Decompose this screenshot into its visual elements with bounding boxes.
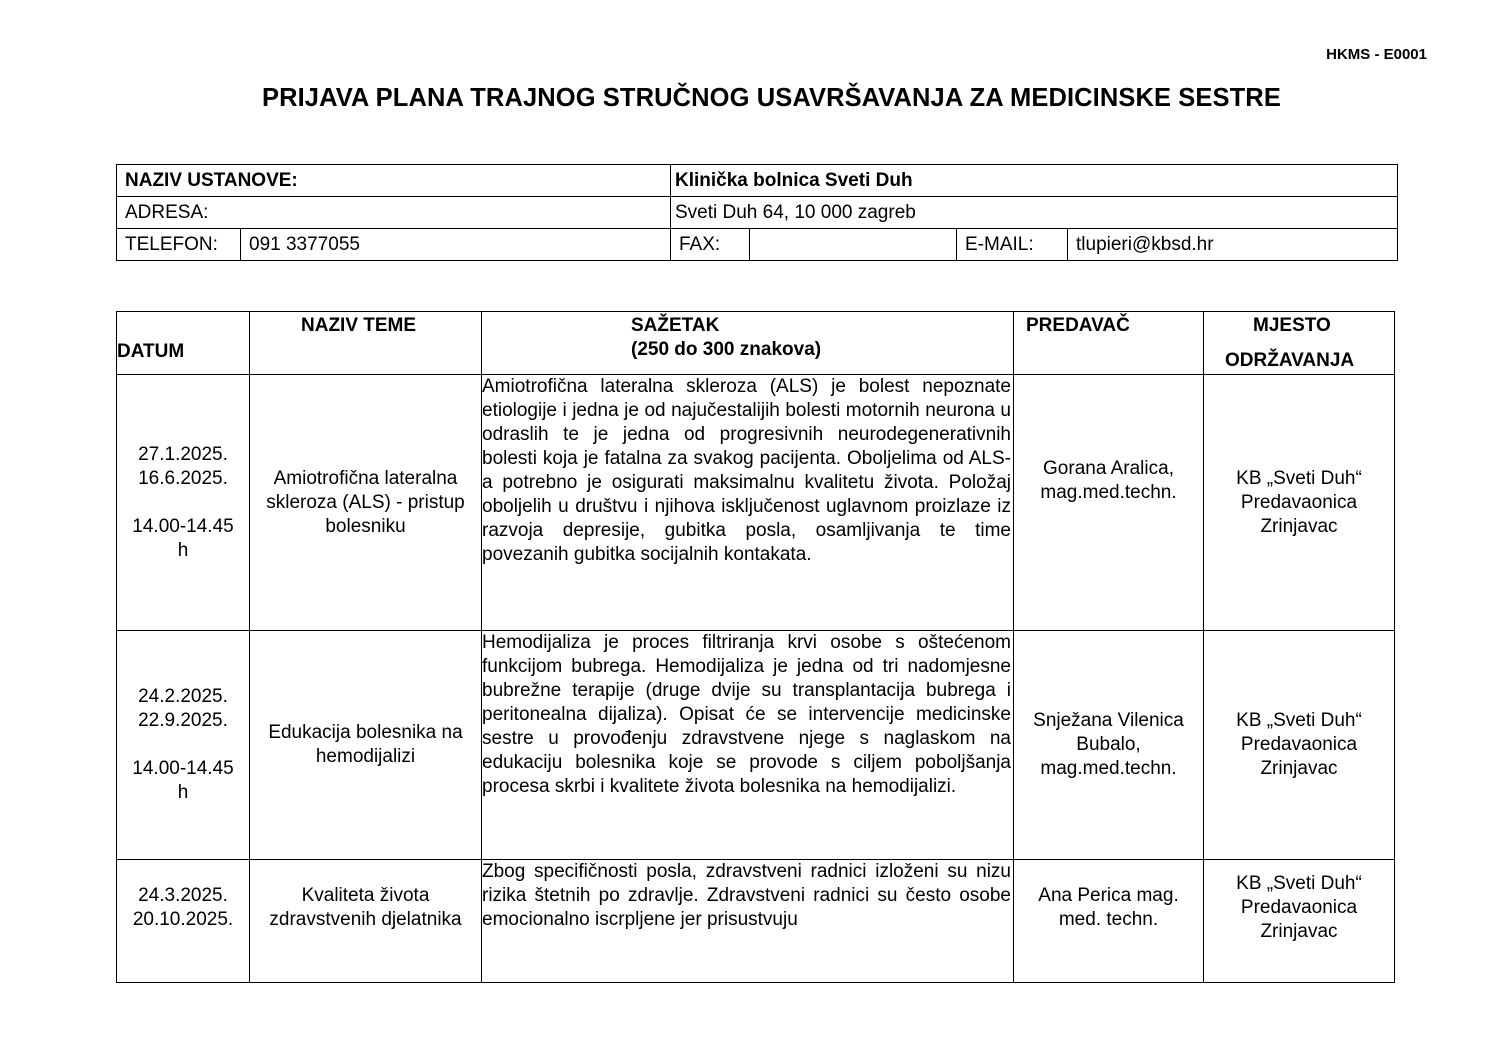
header-mjesto-sublabel: ODRŽAVANJA	[1225, 350, 1355, 371]
topic-cell: Edukacija bolesnika na hemodijalizi	[250, 631, 482, 860]
location-line-3: Zrinjavac	[1260, 758, 1338, 779]
institution-info-table	[116, 164, 1398, 261]
contact-row	[117, 229, 1398, 261]
date-cell	[117, 375, 250, 631]
header-predavac	[1014, 312, 1204, 375]
header-mjesto	[1204, 312, 1395, 375]
topic-cell: Amiotrofična lateralna skleroza (ALS) - pristup bolesniku	[250, 375, 482, 631]
lecturer-line-3: mag.med.techn.	[1040, 758, 1177, 779]
header-naziv-teme-label: NAZIV TEME	[301, 315, 417, 336]
address-value: Sveti Duh 64, 10 000 zagreb	[671, 197, 1398, 229]
date-2: 22.9.2025.	[138, 710, 228, 731]
time-unit: h	[177, 539, 189, 561]
lecturer-line-2: Bubalo,	[1076, 734, 1141, 755]
location-line-2: Predavaonica	[1240, 491, 1358, 513]
date-cell	[117, 860, 250, 983]
time-range: 14.00-14.45	[132, 758, 234, 779]
location-cell	[1204, 375, 1395, 631]
summary-cell	[482, 860, 1014, 983]
date-1: 24.2.2025.	[138, 686, 228, 707]
location-line-2: Predavaonica	[1240, 734, 1358, 755]
header-naziv-teme	[250, 312, 482, 375]
fax-label: FAX:	[671, 229, 750, 261]
summary-text: Zbog specifičnosti posla, zdravstveni radnici izloženi su nizu rizika štetnih po zdravlje. Zdravstveni radnici su često osobe emocionalno iscrpljene jer prisustvuju	[482, 861, 1011, 930]
date-2: 16.6.2025.	[138, 467, 228, 489]
date-1: 27.1.2025.	[138, 443, 228, 465]
lecturer-cell	[1014, 375, 1204, 631]
table-row	[117, 860, 1395, 983]
address-label: ADRESA:	[117, 197, 671, 229]
phone-value: 091 3377055	[241, 229, 671, 261]
address-row	[117, 197, 1398, 229]
time-range: 14.00-14.45	[132, 515, 234, 537]
lecturer-cell	[1014, 860, 1204, 983]
location-line-2: Predavaonica	[1240, 897, 1358, 918]
header-sazetak-label: SAŽETAK	[631, 315, 720, 336]
lecturer-line-1: Gorana Aralica,	[1043, 457, 1174, 479]
institution-name-row	[117, 165, 1398, 197]
location-cell	[1204, 860, 1395, 983]
lecturer-cell	[1014, 631, 1204, 860]
document-code: HKMS - E0001	[1326, 46, 1427, 63]
lecturer-line-2: mag.med.techn.	[1040, 481, 1177, 503]
location-line-1: KB „Sveti Duh“	[1236, 467, 1362, 489]
table-row	[117, 631, 1395, 860]
institution-name-value: Klinička bolnica Sveti Duh	[671, 165, 1398, 197]
table-row	[117, 375, 1395, 631]
location-line-1: KB „Sveti Duh“	[1236, 710, 1362, 731]
summary-cell: Amiotrofična lateralna skleroza (ALS) je bolest nepoznate etiologije i jedna je od najučestalijih bolesti motornih neurona u odraslih te je jedna od progresivnih neurodegenerativnih bolesti koja je fatalna za svakog pacijenta. Oboljelima od ALS-a potrebno je osigurati maksimalnu kvalitetu života. Položaj oboljelih u društvu i njihova isključenost uglavnom proizlaze iz razvoja depresije, gubitka posla, osamljivanja te time povezanih gubitka socijalnih kontakata.	[482, 375, 1014, 631]
header-mjesto-label: MJESTO	[1253, 315, 1331, 336]
location-line-1: KB „Sveti Duh“	[1236, 873, 1362, 894]
lecturer-line-2: med. techn.	[1058, 909, 1159, 930]
date-cell	[117, 631, 250, 860]
topic-cell: Kvaliteta života zdravstvenih djelatnika	[250, 860, 482, 983]
lecturer-line-1: Ana Perica mag.	[1038, 885, 1179, 906]
phone-label: TELEFON:	[117, 229, 241, 261]
header-datum-label: DATUM	[117, 341, 185, 362]
header-sazetak-sublabel: (250 do 300 znakova)	[631, 339, 822, 360]
header-predavac-label: PREDAVAČ	[1026, 315, 1130, 336]
location-cell	[1204, 631, 1395, 860]
fax-value	[750, 229, 957, 261]
email-value: tlupieri@kbsd.hr	[1068, 229, 1398, 261]
plan-header-row	[117, 312, 1395, 375]
education-plan-table	[116, 311, 1395, 983]
document-title: PRIJAVA PLANA TRAJNOG STRUČNOG USAVRŠAVANJA ZA MEDICINSKE SESTRE	[262, 84, 1281, 112]
time-unit: h	[177, 782, 189, 803]
email-label: E-MAIL:	[957, 229, 1068, 261]
date-1: 24.3.2025.	[138, 885, 228, 906]
header-datum	[117, 312, 250, 375]
location-line-3: Zrinjavac	[1260, 515, 1338, 537]
institution-name-label: NAZIV USTANOVE:	[117, 165, 671, 197]
lecturer-line-1: Snježana Vilenica	[1033, 710, 1184, 731]
summary-cell: Hemodijaliza je proces filtriranja krvi osobe s oštećenom funkcijom bubrega. Hemodijaliza je jedna od tri nadomjesne bubrežne terapije (druge dvije su transplantacija bubrega i peritonealna dijaliza). Opisat će se intervencije medicinske sestre u provođenju zdravstvene njege s naglaskom na edukaciju bolesnika koje se provode s ciljem poboljšanja procesa skrbi i kvalitete života bolesnika na hemodijalizi.	[482, 631, 1014, 860]
date-2: 20.10.2025.	[132, 909, 234, 930]
header-sazetak	[482, 312, 1014, 375]
location-line-3: Zrinjavac	[1260, 921, 1338, 942]
